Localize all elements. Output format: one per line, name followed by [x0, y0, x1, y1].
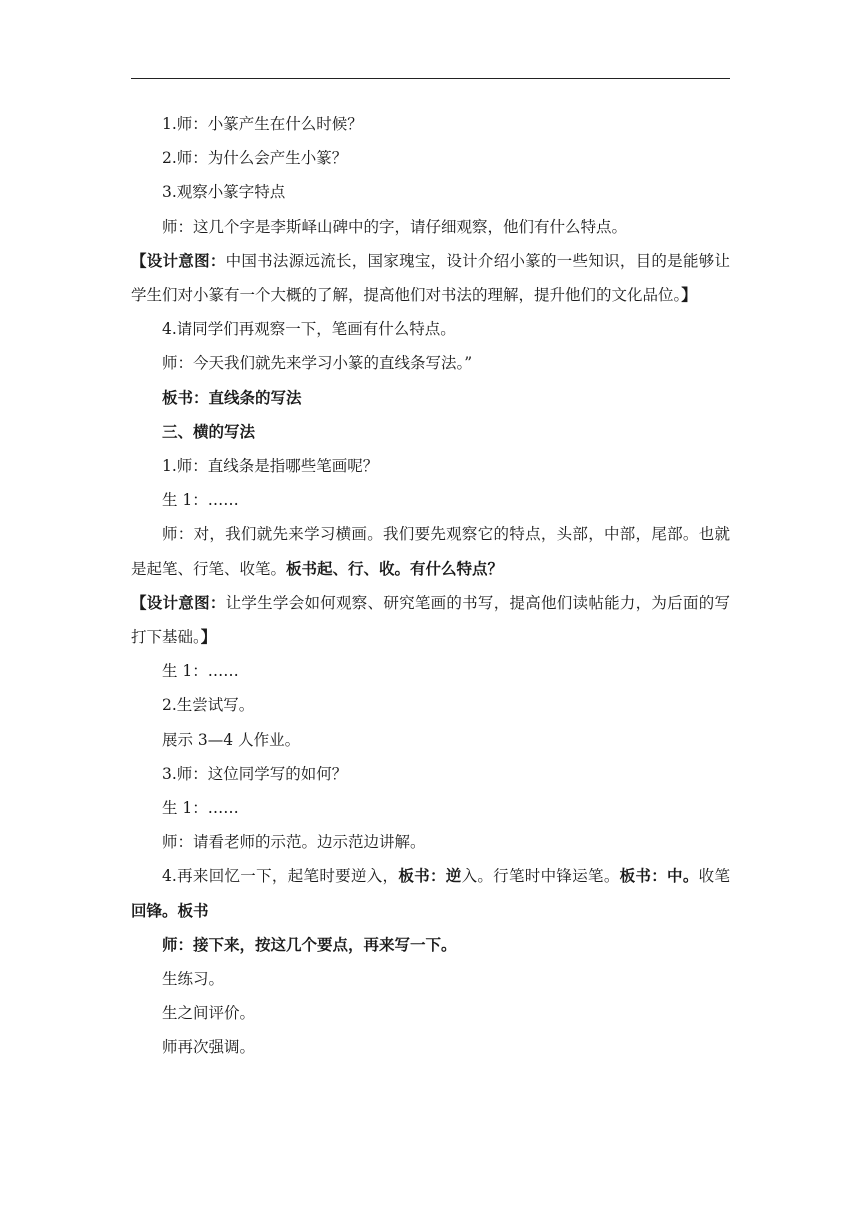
paragraph: [131, 723, 730, 757]
bold-text-run: 【设计意图：: [131, 592, 226, 612]
text-run: 生 1：……: [162, 491, 239, 510]
text-run: 让学生学会如何观察、研究笔画的书写，提高他们读帖能力，为后面的写打下基础。: [131, 593, 730, 647]
text-run: 师：今天我们就先来学习小篆的直线条写法。”: [162, 354, 473, 373]
bold-text-run: 板书起、行、收。有什么特点？: [286, 558, 504, 578]
text-run: 师：请看老师的示范。边示范边讲解。: [162, 833, 426, 852]
paragraph: [131, 517, 730, 585]
bold-text-run: 板书：直线条的写法: [162, 387, 302, 407]
text-run: 生 1：……: [162, 662, 239, 681]
paragraph: [131, 175, 730, 209]
paragraph: [131, 928, 730, 962]
text-run: 3.观察小篆字特点: [162, 183, 286, 202]
text-run: 2.生尝试写。: [162, 696, 255, 715]
paragraph: [131, 996, 730, 1030]
document-body: [131, 107, 730, 1065]
text-run: 2.师：为什么会产生小篆？: [162, 149, 348, 168]
text-run: 收笔: [698, 867, 730, 886]
paragraph: [131, 483, 730, 517]
text-run: 入。行笔时中锋运笔。: [461, 867, 620, 886]
bold-text-run: 回锋。板书: [131, 900, 209, 920]
paragraph: [131, 244, 730, 312]
paragraph: [131, 141, 730, 175]
paragraph: [131, 107, 730, 141]
paragraph: [131, 415, 730, 449]
text-run: 生之间评价。: [162, 1004, 256, 1023]
header-rule: [131, 78, 730, 79]
text-run: 展示 3—4 人作业。: [162, 730, 301, 749]
text-run: 3.师：这位同学写的如何？: [162, 764, 348, 783]
bold-text-run: 师：接下来，按这几个要点，再来写一下。: [162, 934, 457, 954]
text-run: 4.再来回忆一下，起笔时要逆入，: [162, 867, 399, 886]
bold-text-run: 】: [681, 285, 697, 305]
paragraph: [131, 346, 730, 380]
bold-text-run: 三、横的写法: [162, 421, 256, 441]
text-run: 4.请同学们再观察一下，笔画有什么特点。: [162, 320, 456, 339]
paragraph: [131, 210, 730, 244]
paragraph: [131, 962, 730, 996]
paragraph: [131, 757, 730, 791]
paragraph: [131, 688, 730, 722]
text-run: 1.师：直线条是指哪些笔画呢？: [162, 457, 379, 476]
paragraph: [131, 586, 730, 654]
text-run: 生 1：……: [162, 799, 239, 818]
bold-text-run: 】: [200, 627, 217, 647]
text-run: 1.师：小篆产生在什么时候？: [162, 115, 363, 133]
text-run: 师再次强调。: [162, 1038, 256, 1057]
paragraph: [131, 381, 730, 415]
paragraph: [131, 312, 730, 346]
paragraph: [131, 654, 730, 688]
bold-text-run: 板书：中。: [619, 866, 699, 886]
paragraph: [131, 449, 730, 483]
text-run: 中国书法源远流长，国家瑰宝，设计介绍小篆的一些知识，目的是能够让学生们对小篆有一个大概的了解，提高他们对书法的理解，提升他们的文化品位。: [131, 251, 730, 305]
text-run: 生练习。: [162, 970, 225, 989]
paragraph: [131, 825, 730, 859]
paragraph: [131, 859, 730, 927]
bold-text-run: 板书：逆: [398, 866, 462, 886]
text-run: 师：对，我们就先来学习横画。我们要先观察它的特点，头部，中部，尾部。也就是起笔、行笔、收笔。: [131, 525, 730, 578]
bold-text-run: 【设计意图：: [131, 250, 226, 270]
paragraph: [131, 791, 730, 825]
text-run: 师：这几个字是李斯峄山碑中的字，请仔细观察，他们有什么特点。: [162, 217, 628, 236]
paragraph: [131, 1030, 730, 1064]
